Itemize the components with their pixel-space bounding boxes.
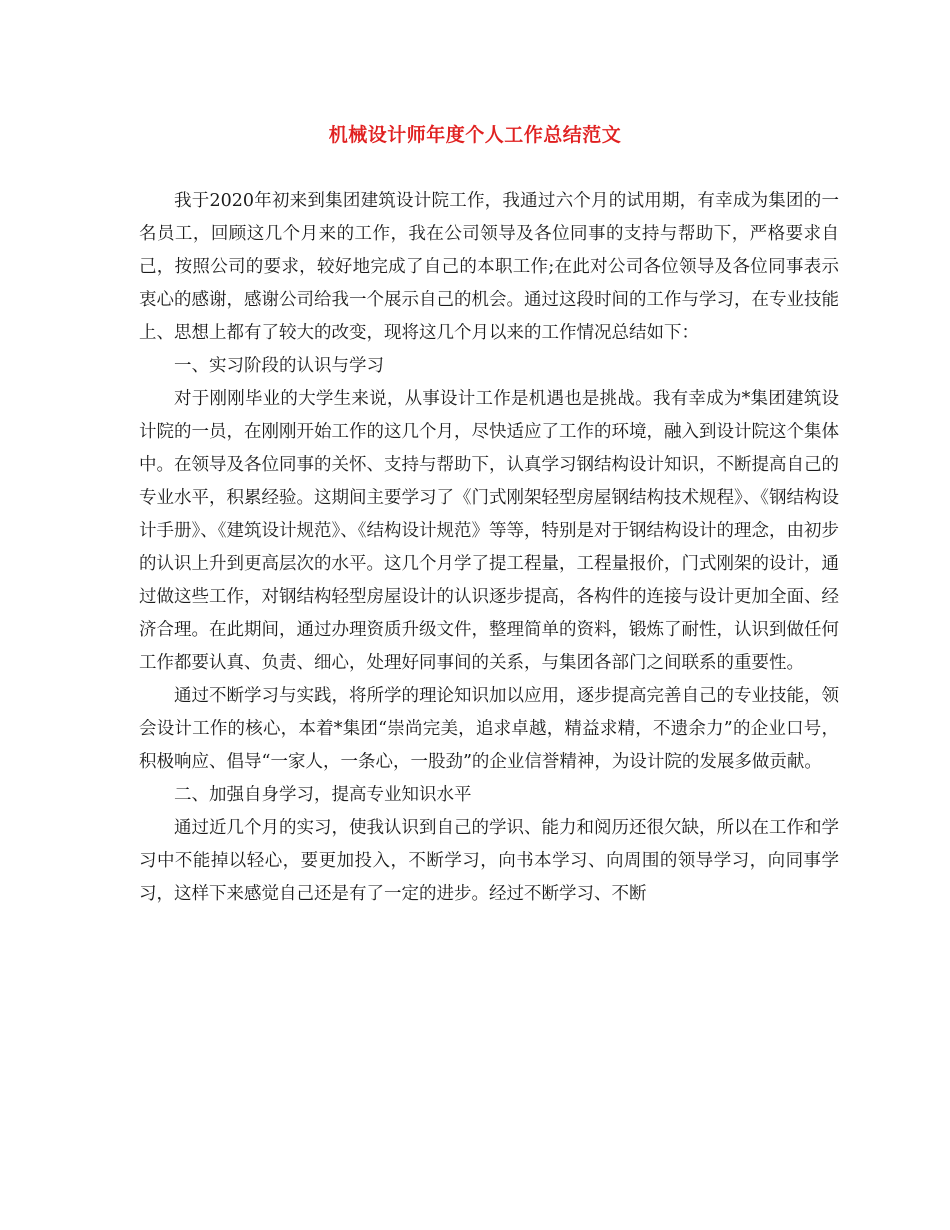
section-heading-1: 一、实习阶段的认识与学习 (174, 356, 384, 376)
document-body (139, 185, 839, 911)
paragraph-section-2: 通过近几个月的实习，使我认识到自己的学识、能力和阅历还很欠缺，所以在工作和学习中不能掉以轻心，要更加投入，不断学习，向书本学习、向周围的领导学习，向同事学习，这样下来感觉自己还是有了一定的进步。经过不断学习、不断 (139, 818, 839, 904)
paragraph-section-1: 对于刚刚毕业的大学生来说，从事设计工作是机遇也是挑战。我有幸成为*集团建筑设计院的一员，在刚刚开始工作的这几个月，尽快适应了工作的环境，融入到设计院这个集体中。在领导及各位同事的关怀、支持与帮助下，认真学习钢结构设计知识，不断提高自己的专业水平，积累经验。这期间主要学习了《门式刚架轻型房屋钢结构技术规程》、《钢结构设计手册》、《建筑设计规范》、《结构设计规范》等等，特别是对于钢结构设计的理念，由初步的认识上升到更高层次的水平。这几个月学了提工程量，工程量报价，门式刚架的设计，通过做这些工作，对钢结构轻型房屋设计的认识逐步提高，各构件的连接与设计更加全面、经济合理。在此期间，通过办理资质升级文件，整理简单的资料，锻炼了耐性，认识到做任何工作都要认真、负责、细心，处理好同事间的关系，与集团各部门之间联系的重要性。 (139, 389, 839, 673)
document-title: 机械设计师年度个人工作总结范文 (328, 124, 622, 146)
paragraph-intro: 我于2020年初来到集团建筑设计院工作，我通过六个月的试用期，有幸成为集团的一名员工，回顾这几个月来的工作，我在公司领导及各位同事的支持与帮助下，严格要求自己，按照公司的要求，较好地完成了自己的本职工作;在此对公司各位领导及各位同事表示衷心的感谢，感谢公司给我一个展示自己的机会。通过这段时间的工作与学习，在专业技能上、思想上都有了较大的改变，现将这几个月以来的工作情况总结如下： (139, 191, 839, 343)
paragraph-section-1-continued: 通过不断学习与实践，将所学的理论知识加以应用，逐步提高完善自己的专业技能，领会设计工作的核心，本着*集团“崇尚完美，追求卓越，精益求精，不遗余力”的企业口号，积极响应、倡导“一家人，一条心，一股劲”的企业信誉精神，为设计院的发展多做贡献。 (139, 686, 839, 772)
section-heading-2: 二、加强自身学习，提高专业知识水平 (174, 785, 472, 805)
